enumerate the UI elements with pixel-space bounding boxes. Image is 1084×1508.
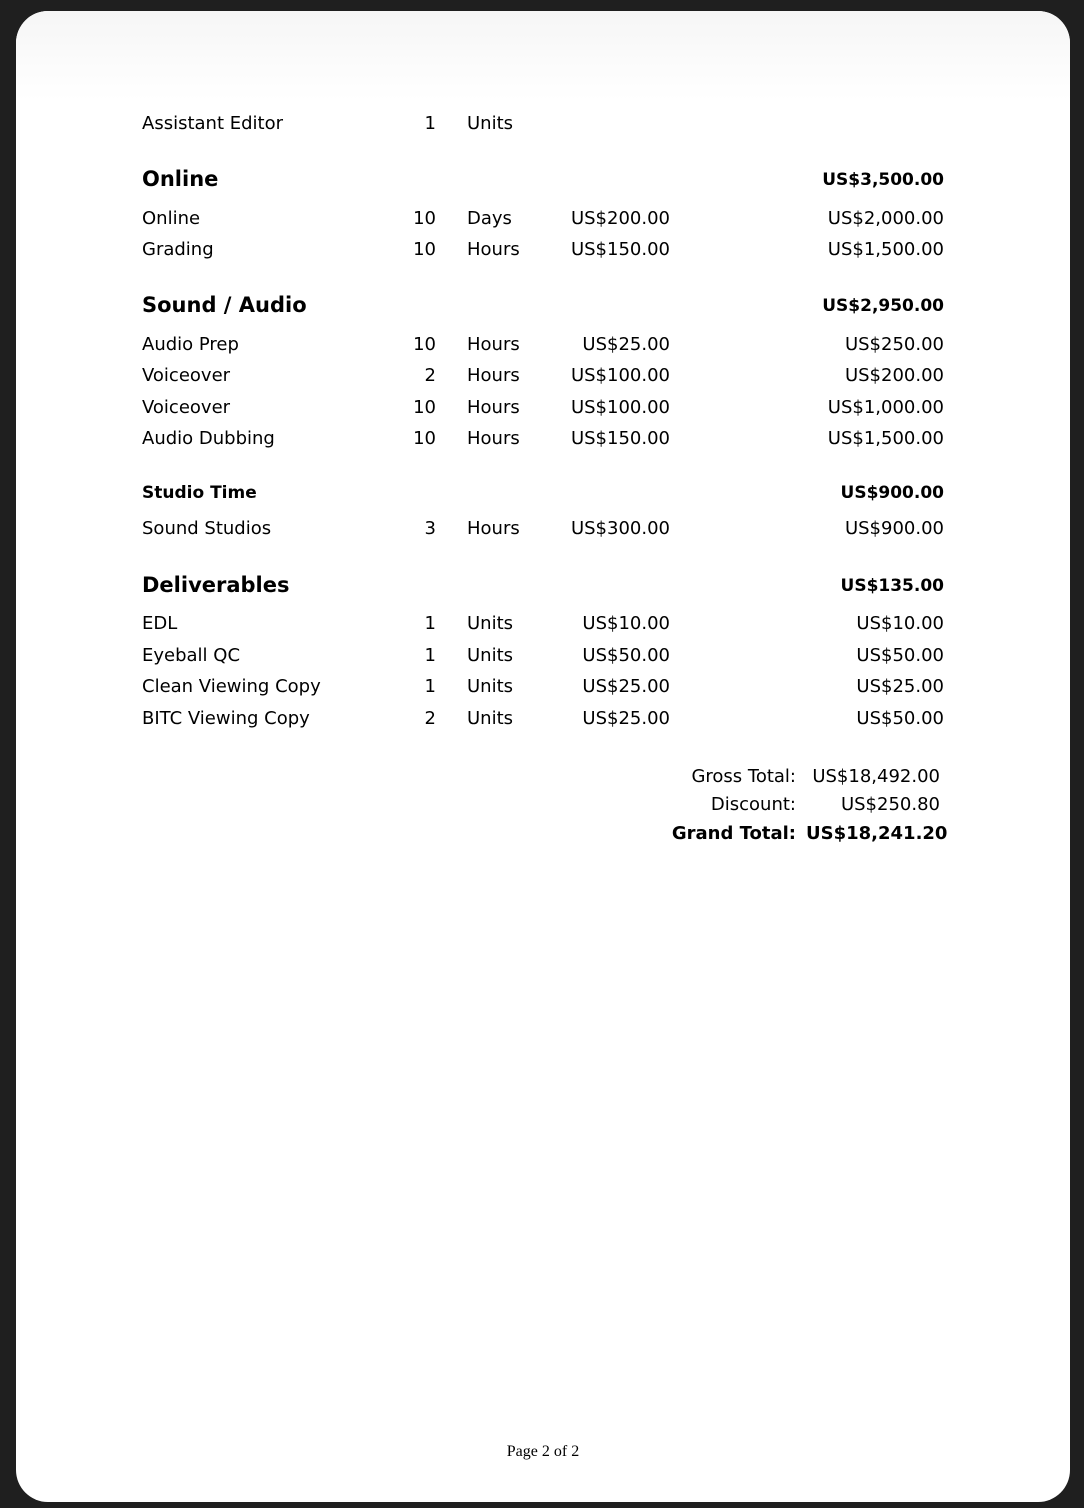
line-item xyxy=(16,676,1070,702)
item-unit: Days xyxy=(467,208,512,229)
section-header-sound-audio xyxy=(16,293,1070,323)
item-unit: Hours xyxy=(467,239,520,260)
item-qty: 10 xyxy=(413,397,436,418)
item-qty: 2 xyxy=(424,708,436,729)
section-total: US$3,500.00 xyxy=(822,170,944,190)
item-total: US$200.00 xyxy=(844,365,944,386)
item-unit: Units xyxy=(467,613,514,634)
line-item xyxy=(16,334,1070,360)
discount-label: Discount: xyxy=(710,794,796,815)
item-qty: 10 xyxy=(413,428,436,449)
item-rate: US$50.00 xyxy=(582,645,670,666)
item-total: US$1,500.00 xyxy=(827,428,944,449)
item-unit: Hours xyxy=(467,365,520,386)
line-item xyxy=(16,208,1070,234)
item-rate: US$150.00 xyxy=(570,428,670,449)
section-total: US$900.00 xyxy=(840,483,944,503)
item-unit: Hours xyxy=(467,334,520,355)
item-qty: 2 xyxy=(424,365,436,386)
item-rate: US$300.00 xyxy=(570,518,670,539)
document-page xyxy=(16,11,1070,1502)
item-rate: US$25.00 xyxy=(582,334,670,355)
item-total: US$10.00 xyxy=(856,613,944,634)
line-item xyxy=(16,113,1070,139)
item-name: Assistant Editor xyxy=(142,113,283,134)
line-item xyxy=(16,365,1070,391)
page-top-shade xyxy=(16,11,1070,101)
item-name: Sound Studios xyxy=(142,518,272,539)
item-qty: 1 xyxy=(424,113,436,134)
item-unit: Units xyxy=(467,645,514,666)
item-rate: US$200.00 xyxy=(570,208,670,229)
item-name: Voiceover xyxy=(142,397,231,418)
item-unit: Hours xyxy=(467,428,520,449)
item-unit: Units xyxy=(467,708,514,729)
item-rate: US$10.00 xyxy=(582,613,670,634)
item-rate: US$100.00 xyxy=(570,365,670,386)
item-rate: US$25.00 xyxy=(582,708,670,729)
item-name: Voiceover xyxy=(142,365,231,386)
item-name: Grading xyxy=(142,239,214,260)
gross-total-row xyxy=(16,766,1070,792)
item-qty: 3 xyxy=(424,518,436,539)
item-qty: 10 xyxy=(413,239,436,260)
grand-total-label: Grand Total: xyxy=(671,823,796,844)
item-unit: Hours xyxy=(467,518,520,539)
page-number: Page 2 of 2 xyxy=(506,1443,580,1460)
item-name: Audio Prep xyxy=(142,334,239,355)
item-name: BITC Viewing Copy xyxy=(142,708,310,729)
item-rate: US$25.00 xyxy=(582,676,670,697)
line-item xyxy=(16,397,1070,423)
item-unit: Units xyxy=(467,676,514,697)
line-item xyxy=(16,613,1070,639)
item-unit: Units xyxy=(467,113,514,134)
item-name: EDL xyxy=(142,613,178,634)
grand-total-value: US$18,241.20 xyxy=(806,823,948,844)
item-rate: US$100.00 xyxy=(570,397,670,418)
section-total: US$135.00 xyxy=(840,576,944,596)
item-total: US$2,000.00 xyxy=(827,208,944,229)
item-qty: 1 xyxy=(424,613,436,634)
item-total: US$50.00 xyxy=(856,708,944,729)
line-item xyxy=(16,239,1070,265)
section-title: Online xyxy=(142,167,219,191)
grand-total-row xyxy=(16,823,1070,849)
item-total: US$250.00 xyxy=(844,334,944,355)
section-title: Sound / Audio xyxy=(142,293,307,317)
item-total: US$1,000.00 xyxy=(827,397,944,418)
item-name: Online xyxy=(142,208,201,229)
section-header-deliverables xyxy=(16,573,1070,603)
item-total: US$1,500.00 xyxy=(827,239,944,260)
section-title: Studio Time xyxy=(142,483,257,503)
section-header-online xyxy=(16,167,1070,197)
item-total: US$900.00 xyxy=(844,518,944,539)
line-item xyxy=(16,518,1070,544)
item-total: US$50.00 xyxy=(856,645,944,666)
item-qty: 1 xyxy=(424,645,436,666)
section-header-studio-time xyxy=(16,483,1070,513)
item-name: Audio Dubbing xyxy=(142,428,275,449)
item-total: US$25.00 xyxy=(856,676,944,697)
gross-total-value: US$18,492.00 xyxy=(812,766,940,787)
discount-row xyxy=(16,794,1070,820)
item-unit: Hours xyxy=(467,397,520,418)
section-total: US$2,950.00 xyxy=(822,296,944,316)
item-rate: US$150.00 xyxy=(570,239,670,260)
item-qty: 1 xyxy=(424,676,436,697)
line-item xyxy=(16,708,1070,734)
line-item xyxy=(16,645,1070,671)
line-item xyxy=(16,428,1070,454)
discount-value: US$250.80 xyxy=(840,794,940,815)
gross-total-label: Gross Total: xyxy=(691,766,796,787)
item-qty: 10 xyxy=(413,334,436,355)
section-title: Deliverables xyxy=(142,573,290,597)
item-name: Eyeball QC xyxy=(142,645,241,666)
item-qty: 10 xyxy=(413,208,436,229)
item-name: Clean Viewing Copy xyxy=(142,676,321,697)
